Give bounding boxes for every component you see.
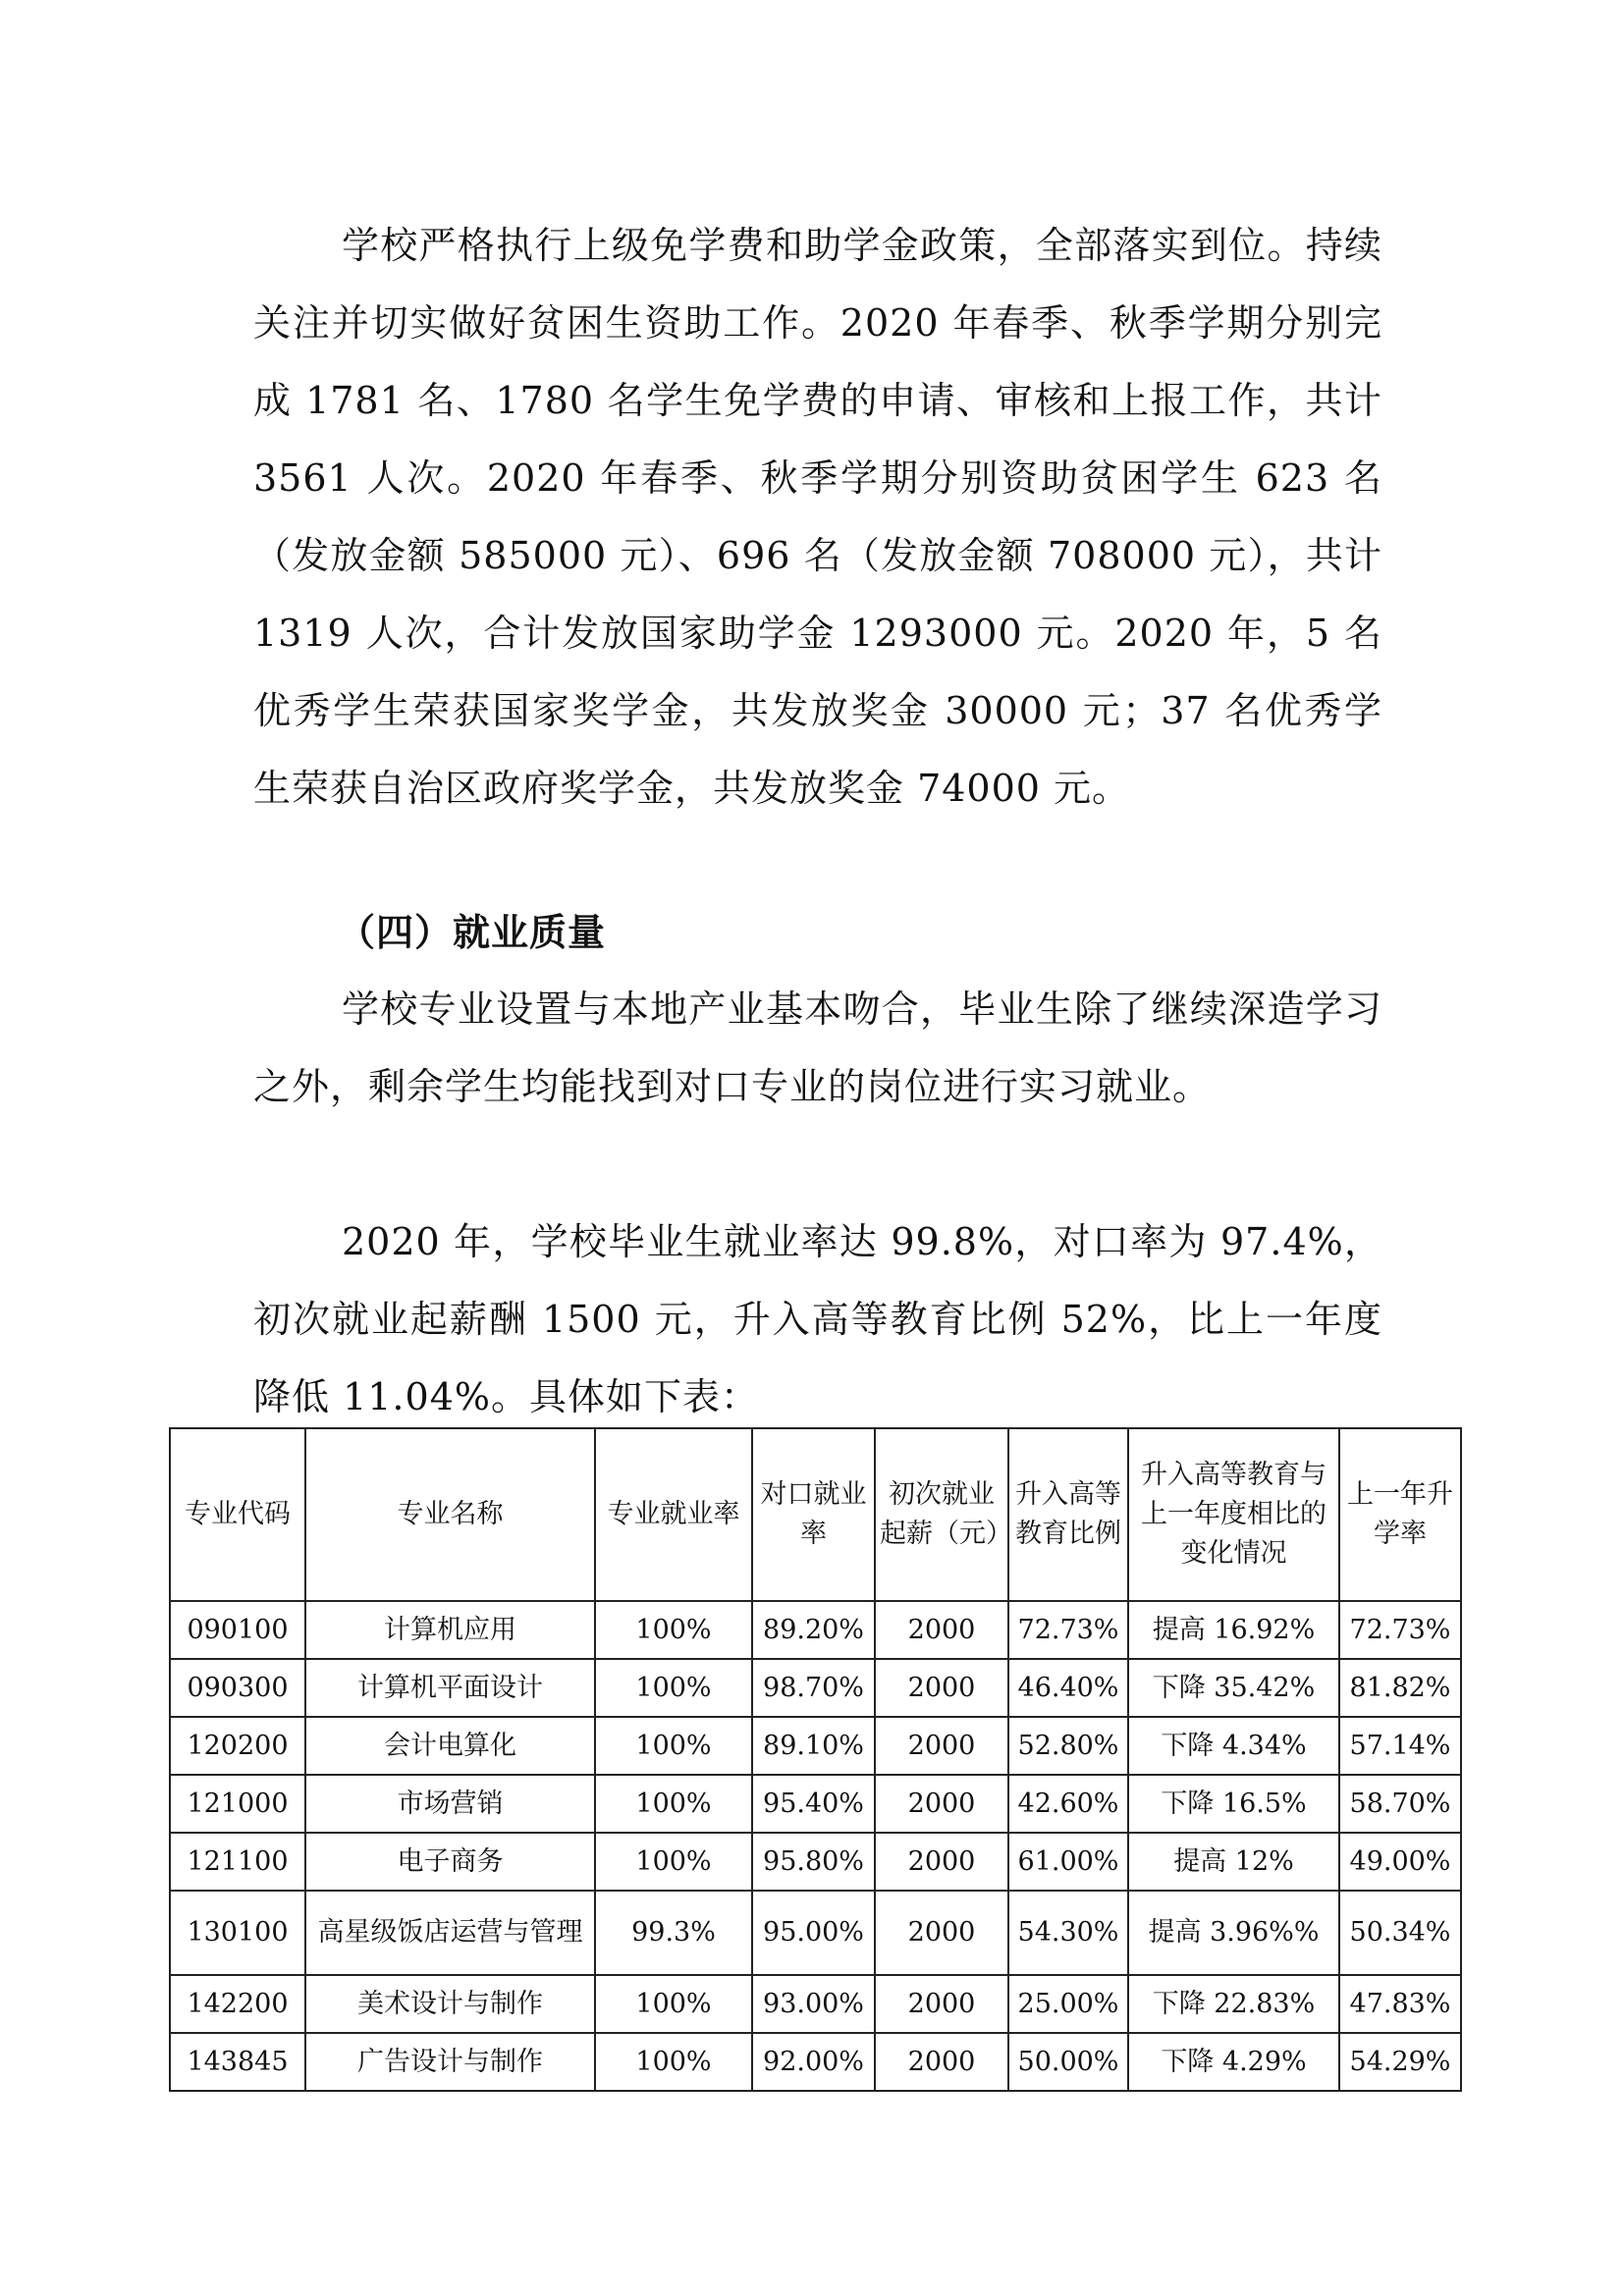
table-row: [170, 1717, 1461, 1775]
table-row: [170, 1659, 1461, 1717]
cell-last-year-rate: 47.83%: [1339, 1975, 1461, 2033]
cell-employment-rate: 100%: [595, 1775, 752, 1833]
employment-table: [169, 1427, 1462, 2092]
cell-code: 090300: [170, 1659, 305, 1717]
table-header-row: [170, 1428, 1461, 1601]
cell-name: 市场营销: [305, 1775, 595, 1833]
paragraph-employment-stats: 2020 年，学校毕业生就业率达 99.8%，对口率为 97.4%，初次就业起薪酬 1500 元，升入高等教育比例 52%，比上一年度降低 11.04%。具体如下表：: [253, 1220, 1382, 1418]
header-change: 升入高等教育与上一年度相比的变化情况: [1128, 1428, 1339, 1601]
cell-code: 121000: [170, 1775, 305, 1833]
cell-employment-rate: 100%: [595, 1717, 752, 1775]
header-matched-rate: 对口就业率: [752, 1428, 875, 1601]
header-last-year-rate: 上一年升学率: [1339, 1428, 1461, 1601]
cell-name: 广告设计与制作: [305, 2033, 595, 2091]
cell-matched-rate: 89.10%: [752, 1717, 875, 1775]
cell-higher-ed-ratio: 50.00%: [1008, 2033, 1128, 2091]
cell-employment-rate: 100%: [595, 1975, 752, 2033]
cell-matched-rate: 93.00%: [752, 1975, 875, 2033]
cell-code: 130100: [170, 1891, 305, 1975]
paragraph-financial-aid: 学校严格执行上级免学费和助学金政策，全部落实到位。持续关注并切实做好贫困生资助工作。2020 年春季、秋季学期分别完成 1781 名、1780 名学生免学费的申请、审核和上报工作，共计 3561 人次。2020 年春季、秋季学期分别资助贫困学生 623 名（发放金额 585000 元）、696 名（发放金额 708000 元），共计 1319 人次，合计发放国家助学金 1293000 元。2020 年，5 名优秀学生荣获国家奖学金，共发放奖金 30000 元；37 名优秀学生荣获自治区政府奖学金，共发放奖金 74000 元。: [253, 224, 1382, 810]
cell-matched-rate: 98.70%: [752, 1659, 875, 1717]
table-row: [170, 1891, 1461, 1975]
cell-matched-rate: 95.00%: [752, 1891, 875, 1975]
cell-name: 会计电算化: [305, 1717, 595, 1775]
header-starting-salary: 初次就业起薪（元）: [875, 1428, 1008, 1601]
cell-matched-rate: 92.00%: [752, 2033, 875, 2091]
cell-name: 高星级饭店运营与管理: [305, 1891, 595, 1975]
cell-change: 下降 16.5%: [1128, 1775, 1339, 1833]
cell-last-year-rate: 50.34%: [1339, 1891, 1461, 1975]
cell-matched-rate: 89.20%: [752, 1601, 875, 1659]
cell-name: 计算机平面设计: [305, 1659, 595, 1717]
cell-employment-rate: 100%: [595, 2033, 752, 2091]
cell-matched-rate: 95.40%: [752, 1775, 875, 1833]
table-row: [170, 1833, 1461, 1891]
cell-higher-ed-ratio: 42.60%: [1008, 1775, 1128, 1833]
cell-higher-ed-ratio: 61.00%: [1008, 1833, 1128, 1891]
cell-higher-ed-ratio: 72.73%: [1008, 1601, 1128, 1659]
cell-starting-salary: 2000: [875, 1775, 1008, 1833]
cell-starting-salary: 2000: [875, 1891, 1008, 1975]
cell-last-year-rate: 81.82%: [1339, 1659, 1461, 1717]
header-employment-rate: 专业就业率: [595, 1428, 752, 1601]
cell-code: 142200: [170, 1975, 305, 2033]
cell-change: 下降 35.42%: [1128, 1659, 1339, 1717]
header-higher-ed-ratio: 升入高等教育比例: [1008, 1428, 1128, 1601]
cell-name: 计算机应用: [305, 1601, 595, 1659]
cell-change: 下降 22.83%: [1128, 1975, 1339, 2033]
cell-employment-rate: 99.3%: [595, 1891, 752, 1975]
cell-matched-rate: 95.80%: [752, 1833, 875, 1891]
cell-employment-rate: 100%: [595, 1833, 752, 1891]
cell-change: 下降 4.34%: [1128, 1717, 1339, 1775]
cell-starting-salary: 2000: [875, 1833, 1008, 1891]
cell-starting-salary: 2000: [875, 1659, 1008, 1717]
header-name: 专业名称: [305, 1428, 595, 1601]
cell-starting-salary: 2000: [875, 1975, 1008, 2033]
paragraph-employment-overview: 学校专业设置与本地产业基本吻合，毕业生除了继续深造学习之外，剩余学生均能找到对口专业的岗位进行实习就业。: [253, 988, 1382, 1108]
cell-last-year-rate: 49.00%: [1339, 1833, 1461, 1891]
table-row: [170, 1775, 1461, 1833]
cell-last-year-rate: 57.14%: [1339, 1717, 1461, 1775]
section-heading: （四）就业质量: [338, 910, 607, 954]
cell-starting-salary: 2000: [875, 1717, 1008, 1775]
cell-change: 提高 12%: [1128, 1833, 1339, 1891]
cell-change: 下降 4.29%: [1128, 2033, 1339, 2091]
cell-employment-rate: 100%: [595, 1659, 752, 1717]
cell-last-year-rate: 58.70%: [1339, 1775, 1461, 1833]
cell-higher-ed-ratio: 52.80%: [1008, 1717, 1128, 1775]
table-row: [170, 1601, 1461, 1659]
cell-last-year-rate: 72.73%: [1339, 1601, 1461, 1659]
cell-code: 121100: [170, 1833, 305, 1891]
cell-code: 120200: [170, 1717, 305, 1775]
table-row: [170, 2033, 1461, 2091]
cell-change: 提高 16.92%: [1128, 1601, 1339, 1659]
cell-last-year-rate: 54.29%: [1339, 2033, 1461, 2091]
cell-starting-salary: 2000: [875, 2033, 1008, 2091]
cell-name: 美术设计与制作: [305, 1975, 595, 2033]
table-row: [170, 1975, 1461, 2033]
cell-starting-salary: 2000: [875, 1601, 1008, 1659]
cell-higher-ed-ratio: 25.00%: [1008, 1975, 1128, 2033]
cell-employment-rate: 100%: [595, 1601, 752, 1659]
cell-code: 143845: [170, 2033, 305, 2091]
cell-higher-ed-ratio: 46.40%: [1008, 1659, 1128, 1717]
cell-name: 电子商务: [305, 1833, 595, 1891]
header-code: 专业代码: [170, 1428, 305, 1601]
cell-code: 090100: [170, 1601, 305, 1659]
cell-higher-ed-ratio: 54.30%: [1008, 1891, 1128, 1975]
cell-change: 提高 3.96%%: [1128, 1891, 1339, 1975]
